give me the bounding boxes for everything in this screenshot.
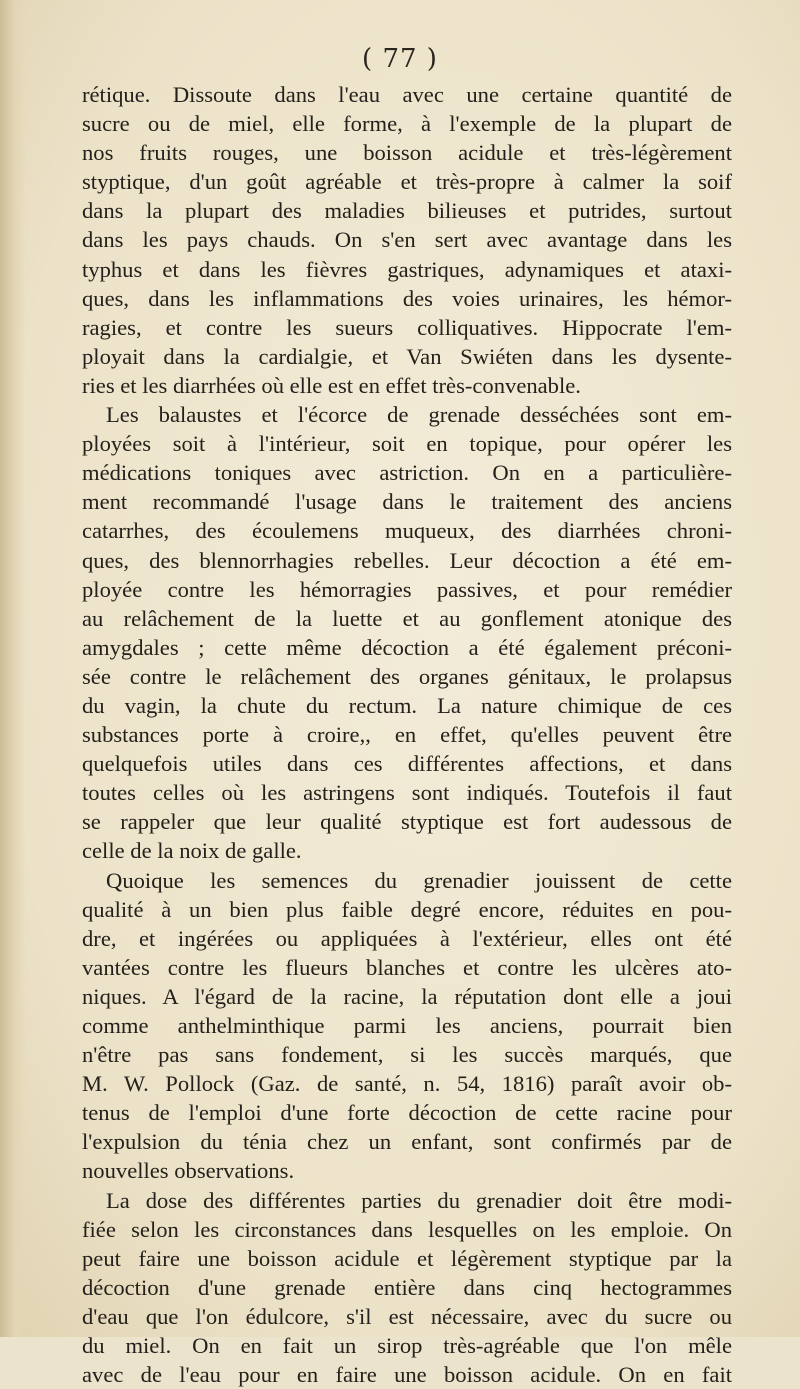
text-line: l'expulsion du ténia chez un enfant, sont confirmés par de: [82, 1129, 732, 1155]
text-line: ries et les diarrhées où elle est en effet très-convenable.: [82, 372, 581, 398]
text-line: fiée selon les circonstances dans lesquelles on les emploie. On: [82, 1216, 732, 1242]
text-line: ques, dans les inflammations des voies urinaires, les hémor-: [82, 285, 732, 311]
text-line: toutes celles où les astringens sont indiqués. Toutefois il faut: [82, 780, 732, 806]
text-line: Les balaustes et l'écorce de grenade desséchées sont em-: [106, 402, 732, 428]
text-line: ment recommandé l'usage dans le traitement des anciens: [82, 489, 732, 515]
text-line: niques. A l'égard de la racine, la réputation dont elle a joui: [82, 983, 732, 1009]
text-line: se rappeler que leur qualité styptique est fort audessous de: [82, 809, 732, 835]
text-line: du vagin, la chute du rectum. La nature chimique de ces: [82, 692, 732, 718]
text-line: dans les pays chauds. On s'en sert avec avantage dans les: [82, 227, 732, 253]
text-line: substances porte à croire,, en effet, qu'elles peuvent être: [82, 722, 732, 748]
text-line: décoction d'une grenade entière dans cinq hectogrammes: [82, 1274, 732, 1300]
text-line: médications toniques avec astriction. On en a particulière-: [82, 460, 732, 486]
body-text: [82, 80, 732, 1389]
text-line: nos fruits rouges, une boisson acidule et très-légèrement: [82, 140, 732, 166]
text-line: comme anthelminthique parmi les anciens, pourrait bien: [82, 1013, 732, 1038]
text-line: dans la plupart des maladies bilieuses et putrides, surtout: [82, 198, 732, 224]
text-line: sée contre le relâchement des organes génitaux, le prolapsus: [82, 663, 732, 689]
text-line: La dose des différentes parties du grenadier doit être modi-: [106, 1187, 732, 1213]
text-line: ragies, et contre les sueurs colliquatives. Hippocrate l'em-: [82, 314, 732, 340]
text-line: dre, et ingérées ou appliquées à l'extérieur, elles ont été: [82, 925, 732, 951]
text-line: avec de l'eau pour en faire une boisson acidule. On en fait: [82, 1362, 732, 1388]
text-line: ployée contre les hémorragies passives, et pour remédier: [82, 576, 732, 602]
text-line: amygdales ; cette même décoction a été également préconi-: [82, 634, 732, 660]
text-line: ployées soit à l'intérieur, soit en topique, pour opérer les: [82, 431, 732, 457]
text-line: typhus et dans les fièvres gastriques, adynamiques et ataxi-: [82, 256, 732, 282]
text-line: d'eau que l'on édulcore, s'il est nécessaire, avec du sucre ou: [82, 1303, 732, 1329]
text-line: M. W. Pollock (Gaz. de santé, n. 54, 1816) paraît avoir ob-: [82, 1071, 732, 1097]
page-number: ( 77 ): [362, 44, 438, 74]
text-line: peut faire une boisson acidule et légèrement styptique par la: [82, 1245, 732, 1271]
text-line: au relâchement de la luette et au gonflement atonique des: [82, 605, 732, 631]
text-line: du miel. On en fait un sirop très-agréable que l'on mêle: [82, 1333, 732, 1359]
text-line: vantées contre les flueurs blanches et contre les ulcères ato-: [82, 954, 732, 980]
text-line: celle de la noix de galle.: [82, 838, 302, 864]
text-line: ques, des blennorrhagies rebelles. Leur décoction a été em-: [82, 547, 732, 573]
page-edge: [0, 0, 26, 1337]
text-line: ployait dans la cardialgie, et Van Swiéten dans les dysente-: [82, 343, 732, 369]
text-line: nouvelles observations.: [82, 1158, 295, 1184]
text-line: quelquefois utiles dans ces différentes affections, et dans: [82, 751, 732, 777]
text-line: styptique, d'un goût agréable et très-propre à calmer la soif: [82, 169, 732, 195]
text-line: n'être pas sans fondement, si les succès marqués, que: [82, 1042, 732, 1068]
text-line: sucre ou de miel, elle forme, à l'exemple de la plupart de: [82, 111, 732, 137]
text-line: rétique. Dissoute dans l'eau avec une certaine quantité de: [82, 82, 732, 107]
text-line: tenus de l'emploi d'une forte décoction de cette racine pour: [82, 1100, 732, 1126]
text-line: qualité à un bien plus faible degré encore, réduites en pou-: [82, 896, 732, 922]
text-line: catarrhes, des écoulemens muqueux, des diarrhées chroni-: [82, 518, 732, 544]
text-line: Quoique les semences du grenadier jouissent de cette: [106, 867, 732, 893]
